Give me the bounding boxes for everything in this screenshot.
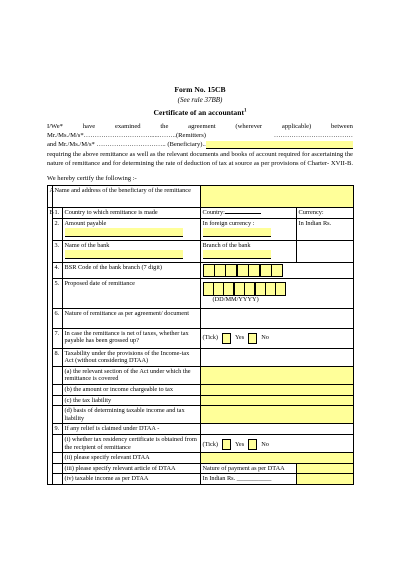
nature-dtaa-cell: Nature of payment as per DTAA: [201, 463, 297, 474]
row-9i-text: (i) whether tax residency certificate is obtained from the recipient of remittance: [63, 434, 201, 452]
tax-liability-field[interactable]: [201, 395, 354, 406]
intro-word: agreement: [188, 123, 216, 130]
grossed-up-cell: [201, 328, 354, 348]
remitter-field[interactable]: Mr./Ms./M/s*…………………………......……..(Remitters): [47, 132, 206, 139]
row-8: [48, 348, 354, 366]
section-field[interactable]: [201, 366, 354, 384]
date-digit-box[interactable]: [223, 282, 234, 296]
basis-field[interactable]: [201, 406, 354, 424]
intro-line-3: [47, 141, 353, 149]
bsr-digit-box[interactable]: [225, 264, 237, 277]
taxable-income-field[interactable]: [297, 474, 354, 485]
chargeable-amount-field[interactable]: [201, 384, 354, 395]
row-a-text: Name and address of the beneficiary of the remittance: [53, 186, 201, 208]
intro-word: between: [330, 123, 353, 130]
branch-field[interactable]: [203, 250, 271, 259]
row-3-text-cell: [63, 240, 201, 262]
yes-label: Yes: [235, 440, 245, 448]
tick-label: (Tick): [202, 440, 219, 448]
row-7-num: 7.: [53, 328, 63, 348]
branch-cell[interactable]: [201, 240, 297, 262]
intro-line-2: [47, 132, 353, 139]
row-4-text: BSR Code of the bank branch (7 digit): [63, 262, 201, 278]
row-8b-num: [53, 384, 63, 395]
row-8a-num: [53, 366, 63, 384]
intro-word: (wherever: [235, 123, 263, 130]
date-format: (DD/MM/YYYY): [212, 295, 259, 303]
date-digit-box[interactable]: [265, 282, 276, 296]
rule-reference: [0, 96, 400, 104]
row-7: [48, 328, 354, 348]
row-9iv-num: [53, 474, 63, 485]
row-9i-num: [53, 434, 63, 452]
row-3-text: Name of the bank: [64, 241, 110, 249]
row-8c-num: [53, 395, 63, 406]
foreign-currency-cell[interactable]: [201, 218, 297, 240]
trc-no-checkbox[interactable]: [248, 439, 257, 450]
country-label: Country:: [202, 209, 225, 216]
date-digit-box[interactable]: [244, 282, 255, 296]
row-6: [48, 308, 354, 328]
row-9iv: [48, 474, 354, 485]
tick-label: (Tick): [202, 334, 219, 342]
bank-name-field[interactable]: [65, 250, 183, 259]
row-8d-num: [53, 406, 63, 424]
date-digit-box[interactable]: [255, 282, 266, 296]
certificate-text: Certificate of an accountant: [153, 108, 244, 117]
row-8b-text: (b) the amount or income chargeable to tax: [63, 384, 201, 395]
row-9iii-text: (iii) please specify relevant article of DTAA: [63, 463, 201, 474]
row-8a: [48, 366, 354, 384]
date-digit-box[interactable]: [203, 282, 214, 296]
remitter-dots: ………………………………: [273, 132, 353, 139]
intro-word: applicable): [281, 123, 312, 130]
intro-word: examined: [114, 123, 141, 130]
row-9: [48, 424, 354, 435]
row-9-num: 9.: [53, 424, 63, 435]
row-8-num: 8.: [53, 348, 63, 366]
amount-field[interactable]: [65, 228, 183, 237]
certificate-table: [47, 185, 354, 485]
bsr-digit-box[interactable]: [237, 264, 249, 277]
row-9iii-num: [53, 463, 63, 474]
dtaa-field[interactable]: [201, 453, 354, 464]
certificate-footnote: 1: [243, 108, 247, 114]
trc-cell: [201, 434, 354, 452]
row-a: [48, 186, 354, 208]
row-4-num: 4.: [53, 262, 63, 278]
bsr-code-cell: [201, 262, 354, 278]
intro-word: the: [160, 123, 169, 130]
bsr-code-boxes: [203, 264, 352, 277]
nature-field[interactable]: [201, 308, 354, 328]
bsr-digit-box[interactable]: [203, 264, 215, 277]
row-3-num: 3.: [53, 240, 63, 262]
certify-heading: We hereby certify the following :-: [47, 175, 137, 182]
country-cell[interactable]: [201, 208, 297, 219]
row-8c-text: (c) the tax liability: [63, 395, 201, 406]
trc-options: [203, 439, 352, 450]
bsr-digit-box[interactable]: [214, 264, 226, 277]
row-5-text: Proposed date of remittance: [63, 278, 201, 308]
certificate-title: [0, 108, 400, 117]
row-4: [48, 262, 354, 278]
yes-label: Yes: [235, 334, 245, 342]
row-b-label: B: [48, 208, 53, 485]
row-8d-text: (d) basis of determining taxable income and tax liability: [63, 406, 201, 424]
row-2: [48, 218, 354, 240]
row-5-num: 5.: [53, 278, 63, 308]
intro-line-1: [47, 123, 353, 130]
beneficiary-name-address-field[interactable]: [201, 186, 354, 208]
intro-word: have: [82, 123, 96, 130]
no-label: No: [261, 440, 269, 448]
bsr-digit-box[interactable]: [260, 264, 272, 277]
row-9i: [48, 434, 354, 452]
row-8-text: Taxability under the provisions of the Income-tax Act (without considering DTAA): [63, 348, 201, 366]
branch-label: Branch of the bank: [202, 241, 251, 249]
row-6-text: Nature of remittance as per agreement/ document: [63, 308, 201, 328]
row-9iv-text: (iv) taxable income as per DTAA: [63, 474, 201, 485]
row-8d: [48, 406, 354, 424]
nature-dtaa-field[interactable]: [297, 463, 354, 474]
row-3: [48, 240, 354, 262]
no-checkbox[interactable]: [248, 333, 257, 344]
row-3-empty: [297, 240, 354, 262]
foreign-currency-field[interactable]: [203, 228, 271, 237]
intro-body: requiring the above remittance as well as the relevant documents and books of account required for ascertaining the nature of remittance and for determining the rate of deduction of tax at source as per provisions of Charter- XVII-B.: [47, 151, 354, 168]
yes-checkbox[interactable]: [222, 333, 231, 344]
date-boxes: [203, 282, 352, 296]
form-number: Form No. 15CB: [174, 85, 226, 94]
row-9ii: [48, 453, 354, 464]
foreign-currency-label: In foreign currency :: [202, 219, 255, 227]
row-7-text: In case the remittance is net of taxes, whether tax payable has been grossed up?: [63, 328, 201, 348]
bsr-digit-box[interactable]: [271, 264, 283, 277]
grossed-up-options: [203, 333, 352, 344]
row-9-text: If any relief is claimed under DTAA -: [63, 424, 201, 435]
row-1: [48, 208, 354, 219]
date-digit-box[interactable]: [275, 282, 286, 296]
row-8b: [48, 384, 354, 395]
taxable-income-cell[interactable]: In Indian Rs. ___________: [201, 474, 297, 485]
row-9ii-text: (ii) please specify relevant DTAA: [63, 453, 201, 464]
row-2-num: 2.: [53, 218, 63, 240]
remittance-date-cell: [201, 278, 354, 308]
currency-cell[interactable]: Currency:: [297, 208, 354, 219]
row-8-empty: [201, 348, 354, 366]
beneficiary-field[interactable]: and Mr./Ms./M/s* ………………………….. (Beneficiary)..: [47, 141, 206, 148]
no-label: No: [261, 334, 269, 342]
row-a-label: A: [48, 186, 53, 208]
row-8a-text: (a) the relevant section of the Act under which the remittance is covered: [63, 366, 201, 384]
row-8c: [48, 395, 354, 406]
date-digit-box[interactable]: [213, 282, 224, 296]
trc-yes-checkbox[interactable]: [222, 439, 231, 450]
indian-rs-cell[interactable]: In Indian Rs.: [297, 218, 354, 240]
row-2-text-cell: [63, 218, 201, 240]
row-5: [48, 278, 354, 308]
bsr-digit-box[interactable]: [248, 264, 260, 277]
row-2-text: Amount payable: [64, 219, 107, 227]
beneficiary-fill[interactable]: [206, 141, 353, 149]
row-1-text: Country to which remittance is made: [63, 208, 201, 219]
row-9-empty: [201, 424, 354, 435]
date-digit-box[interactable]: [234, 282, 245, 296]
country-line: [225, 213, 261, 214]
intro-i-we: I/We*: [47, 123, 63, 130]
row-6-num: 6.: [53, 308, 63, 328]
row-1-num: 1.: [53, 208, 63, 219]
row-9iii: [48, 463, 354, 474]
row-9ii-num: [53, 453, 63, 464]
rule-text: (See rule 37BB): [177, 96, 223, 104]
